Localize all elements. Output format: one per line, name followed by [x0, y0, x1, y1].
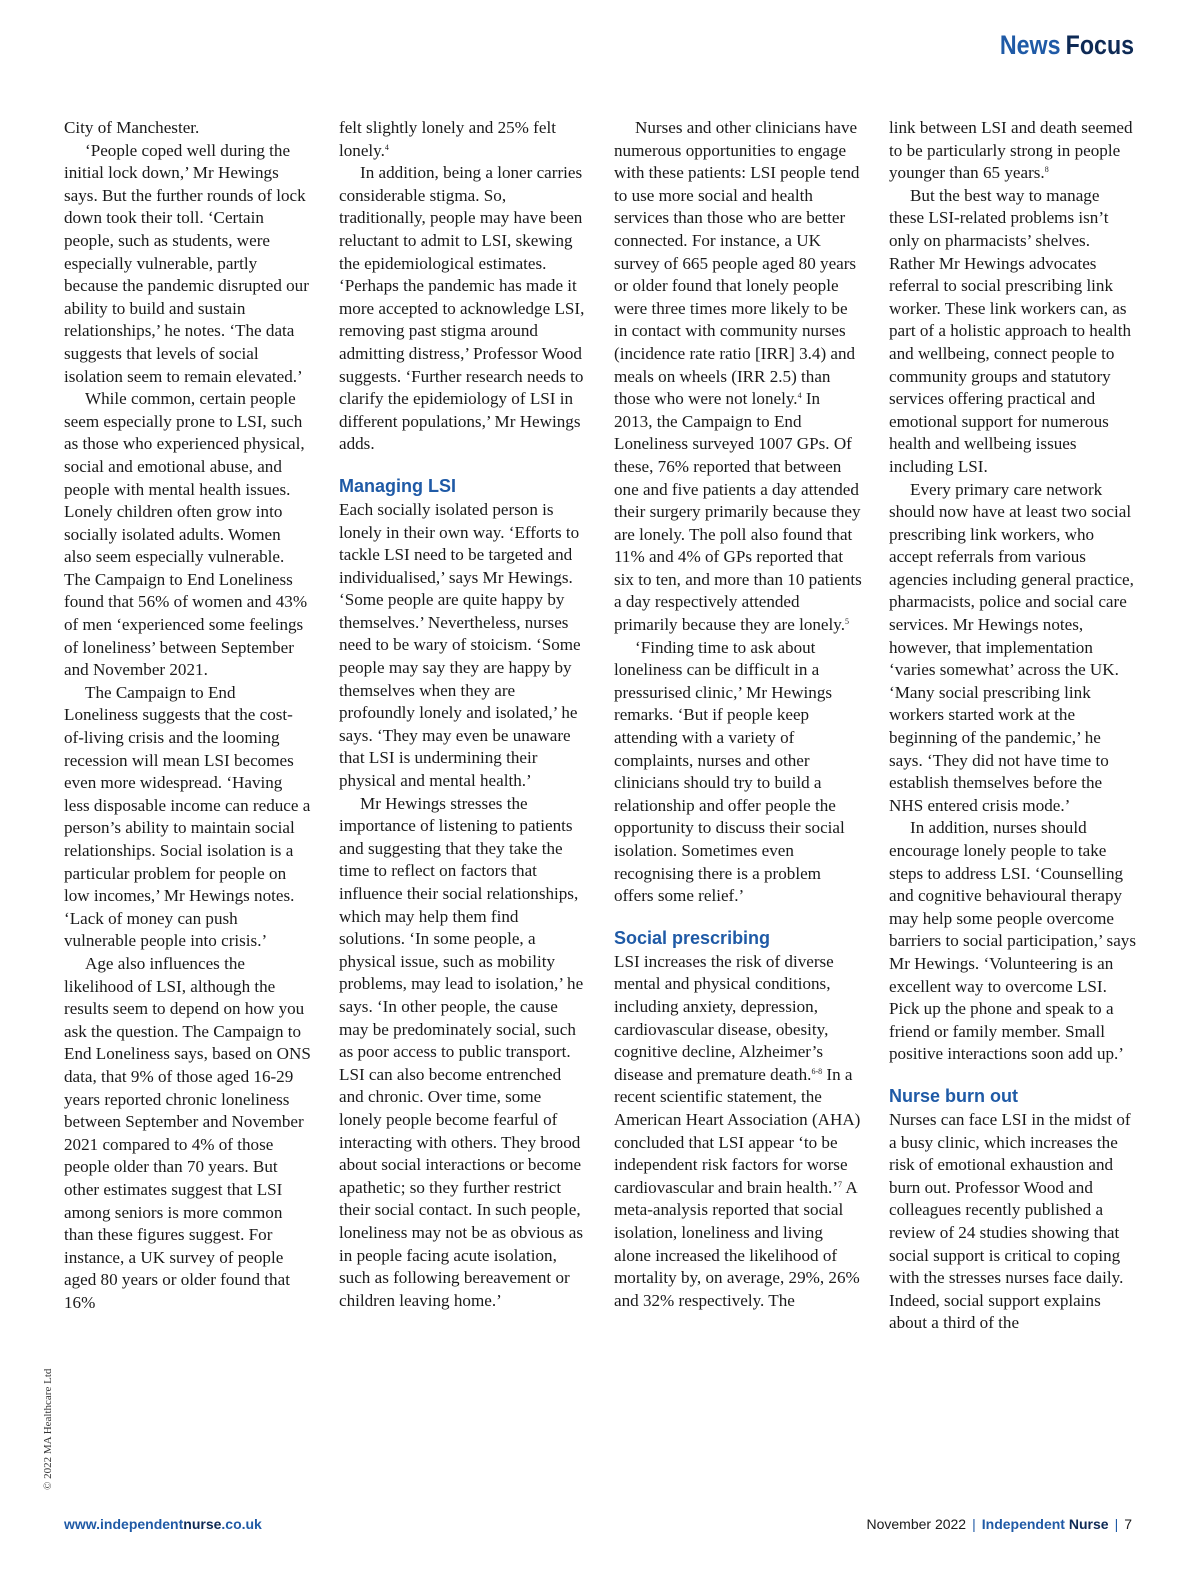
reference-marker: 5 — [844, 617, 849, 627]
paragraph: City of Manchester. — [64, 118, 200, 137]
paragraph: ‘Finding time to ask about loneliness can be difficult in a pressurised clinic,’ Mr Hewings remarks. ‘But if people keep attending with a variety of complaints, nurses and other clinicians should try to build a relationship and offer people the opportunity to discuss their social isolation. Sometimes even recognising there is a problem offers some relief.’ — [614, 637, 845, 906]
reference-marker: 8 — [1044, 165, 1049, 175]
paragraph: While common, certain people seem especially prone to LSI, such as those who experienced physical, social and emotional abuse, and people with mental health issues. Lonely children often grow into socially isolated adults. Women also seem especially vulnerable. The Campaign to End Loneliness found that 56% of women and 43% of men ‘experienced some feelings of loneliness’ between September and November 2021. — [64, 389, 308, 680]
article-column-3 — [614, 117, 862, 1312]
paragraph-text: In 2013, the Campaign to End Loneliness surveyed 1007 GPs. Of these, 76% reported that between one and five patients a day attended their surgery primarily because they are lonely. The poll also found that 11% and 4% of GPs reported that six to ten, and more than 10 patients a day respectively attended primarily because they are lonely. — [614, 389, 862, 635]
page-number: 7 — [1124, 1516, 1132, 1532]
article-column-1 — [64, 117, 312, 1314]
paragraph: The Campaign to End Loneliness suggests that the cost-of-living crisis and the looming recession will mean LSI becomes even more widespread. ‘Having less disposable income can reduce a person’s ability to maintain social relationships. Social isolation is a particular problem for people on low incomes,’ Mr Hewings notes. ‘Lack of money can push vulnerable people into crisis.’ — [64, 682, 311, 951]
website-link[interactable] — [64, 1516, 262, 1532]
paragraph-text: A meta-analysis reported that social isolation, loneliness and living alone increased the likelihood of mortality by, on average, 29%, 26% and 32% respectively. The — [614, 1177, 860, 1310]
url-prefix: www.independent — [64, 1516, 184, 1532]
url-suffix: .co.uk — [221, 1516, 262, 1532]
publication-name-part: Independent — [981, 1516, 1065, 1532]
paragraph: Nurses can face LSI in the midst of a busy clinic, which increases the risk of emotional exhaustion and burn out. Professor Wood and colleagues recently published a review of 24 studies showing that social support is critical to coping with the stresses nurses face daily. Indeed, social support explains about a third of the — [889, 1109, 1131, 1333]
paragraph: In addition, being a loner carries considerable stigma. So, traditionally, people may have been reluctant to admit to LSI, skewing the epidemiological estimates. ‘Perhaps the pandemic has made it more accepted to acknowledge LSI, removing past stigma around admitting distress,’ Professor Wood suggests. ‘Further research needs to clarify the epidemiology of LSI in different populations,’ Mr Hewings adds. — [339, 163, 585, 454]
paragraph: Mr Hewings stresses the importance of listening to patients and suggesting that they take the time to reflect on factors that influence their social relationships, which may help them find solutions. ‘In some people, a physical issue, such as mobility problems, may lead to isolation,’ he says. ‘In other people, the cause may be predominately social, such as poor access to public transport. LSI can also become entrenched and chronic. Over time, some lonely people become fearful of interacting with others. They brood about social interactions or become apathetic; so they further restrict their social contact. In such people, loneliness may not be as obvious as in people facing acute isolation, such as following bereavement or children leaving home.’ — [339, 793, 584, 1310]
reference-marker: 6-8 — [811, 1066, 823, 1076]
paragraph — [339, 117, 587, 162]
section-heading-social-prescribing: Social prescribing — [614, 927, 771, 948]
paragraph: But the best way to manage these LSI-related problems isn’t only on pharmacists’ shelves. Rather Mr Hewings advocates referral to social prescribing link worker. These link workers can, as part of a holistic approach to health and wellbeing, connect people to community groups and statutory services offering practical and emotional support for numerous health and wellbeing issues including LSI. — [889, 185, 1132, 476]
paragraph: Age also influences the likelihood of LSI, although the results seem to depend on how you ask the question. The Campaign to End Loneliness says, based on ONS data, that 9% of those aged 16-29 years reported chronic loneliness between September and November 2021 compared to 4% of those people older than 70 years. But other estimates suggest that LSI among seniors is more common than these figures suggest. For instance, a UK survey of people aged 80 years or older found that 16% — [64, 953, 311, 1312]
section-heading-nurse-burn-out: Nurse burn out — [889, 1085, 1018, 1106]
paragraph-text: In a recent scientific statement, the American Heart Association (AHA) concluded that LSI appear ‘to be independent risk factors for worse cardiovascular and brain health.’ — [614, 1064, 861, 1197]
footer-info — [866, 1516, 1132, 1532]
reference-marker: 7 — [838, 1179, 843, 1189]
divider: | — [1114, 1516, 1119, 1532]
reference-marker: 4 — [384, 142, 389, 152]
issue-date: November 2022 — [866, 1516, 967, 1532]
divider: | — [972, 1516, 976, 1532]
section-heading-managing-lsi: Managing LSI — [339, 475, 456, 496]
url-brand: nurse — [183, 1516, 222, 1532]
paragraph — [614, 117, 862, 637]
paragraph-text: felt slightly lonely and 25% felt lonely. — [339, 118, 556, 160]
paragraph: In addition, nurses should encourage lonely people to take steps to address LSI. ‘Counselling and cognitive behavioural therapy may help some people overcome barriers to social participation,’ says Mr Hewings. ‘Volunteering is an excellent way to overcome LSI. Pick up the phone and speak to a friend or family member. Small positive interactions soon add up.’ — [889, 818, 1136, 1064]
reference-marker: 4 — [797, 391, 802, 401]
paragraph-text: LSI increases the risk of diverse mental and physical conditions, including anxiety, depression, cardiovascular disease, obesity, cognitive decline, Alzheimer’s disease and premature death. — [614, 951, 834, 1084]
paragraph: Each socially isolated person is lonely in their own way. ‘Efforts to tackle LSI need to be targeted and individualised,’ says Mr Hewings. ‘Some people are quite happy by themselves.’ Nevertheless, nurses need to be wary of stoicism. ‘Some people may say they are happy by themselves when they are profoundly lonely and isolated,’ he says. ‘They may even be unaware that LSI is undermining their physical and mental health.’ — [339, 499, 581, 791]
paragraph: ‘People coped well during the initial lock down,’ Mr Hewings says. But the further rounds of lock down took their toll. ‘Certain people, such as students, were especially vulnerable, partly because the pandemic disrupted our ability to build and sustain relationships,’ he notes. ‘The data suggests that levels of social isolation seem to remain elevated.’ — [64, 140, 309, 386]
publication-brand: Nurse — [1068, 1516, 1109, 1532]
publication-name — [982, 1516, 1109, 1532]
subsection-title: Focus — [1065, 30, 1134, 60]
paragraph-text: link between LSI and death seemed to be particularly strong in people younger than 65 years. — [889, 118, 1133, 183]
paragraph: Every primary care network should now have at least two social prescribing link workers, who accept referrals from various agencies including general practice, pharmacists, police and social care services. Mr Hewings notes, however, that implementation ‘varies somewhat’ across the UK. ‘Many social prescribing link workers started work at the beginning of the pandemic,’ he says. ‘They did not have time to establish themselves before the NHS entered crisis mode.’ — [889, 479, 1134, 815]
paragraph-text: Nurses and other clinicians have numerous opportunities to engage with these patients: LSI people tend to use more social and health services than those who are better connected. For instance, a UK survey of 665 people aged 80 years or older found that lonely people were three times more likely to be in contact with community nurses (incidence rate ratio [IRR] 3.4) and meals on wheels (IRR 2.5) than those who were not lonely. — [614, 118, 860, 409]
article-column-4 — [889, 117, 1137, 1335]
paragraph — [889, 117, 1137, 185]
copyright-notice: © 2022 MA Healthcare Ltd — [42, 1368, 54, 1490]
section-title: News — [999, 30, 1061, 60]
article-column-2 — [339, 117, 587, 1312]
section-header — [1000, 30, 1134, 61]
paragraph — [614, 951, 862, 1313]
